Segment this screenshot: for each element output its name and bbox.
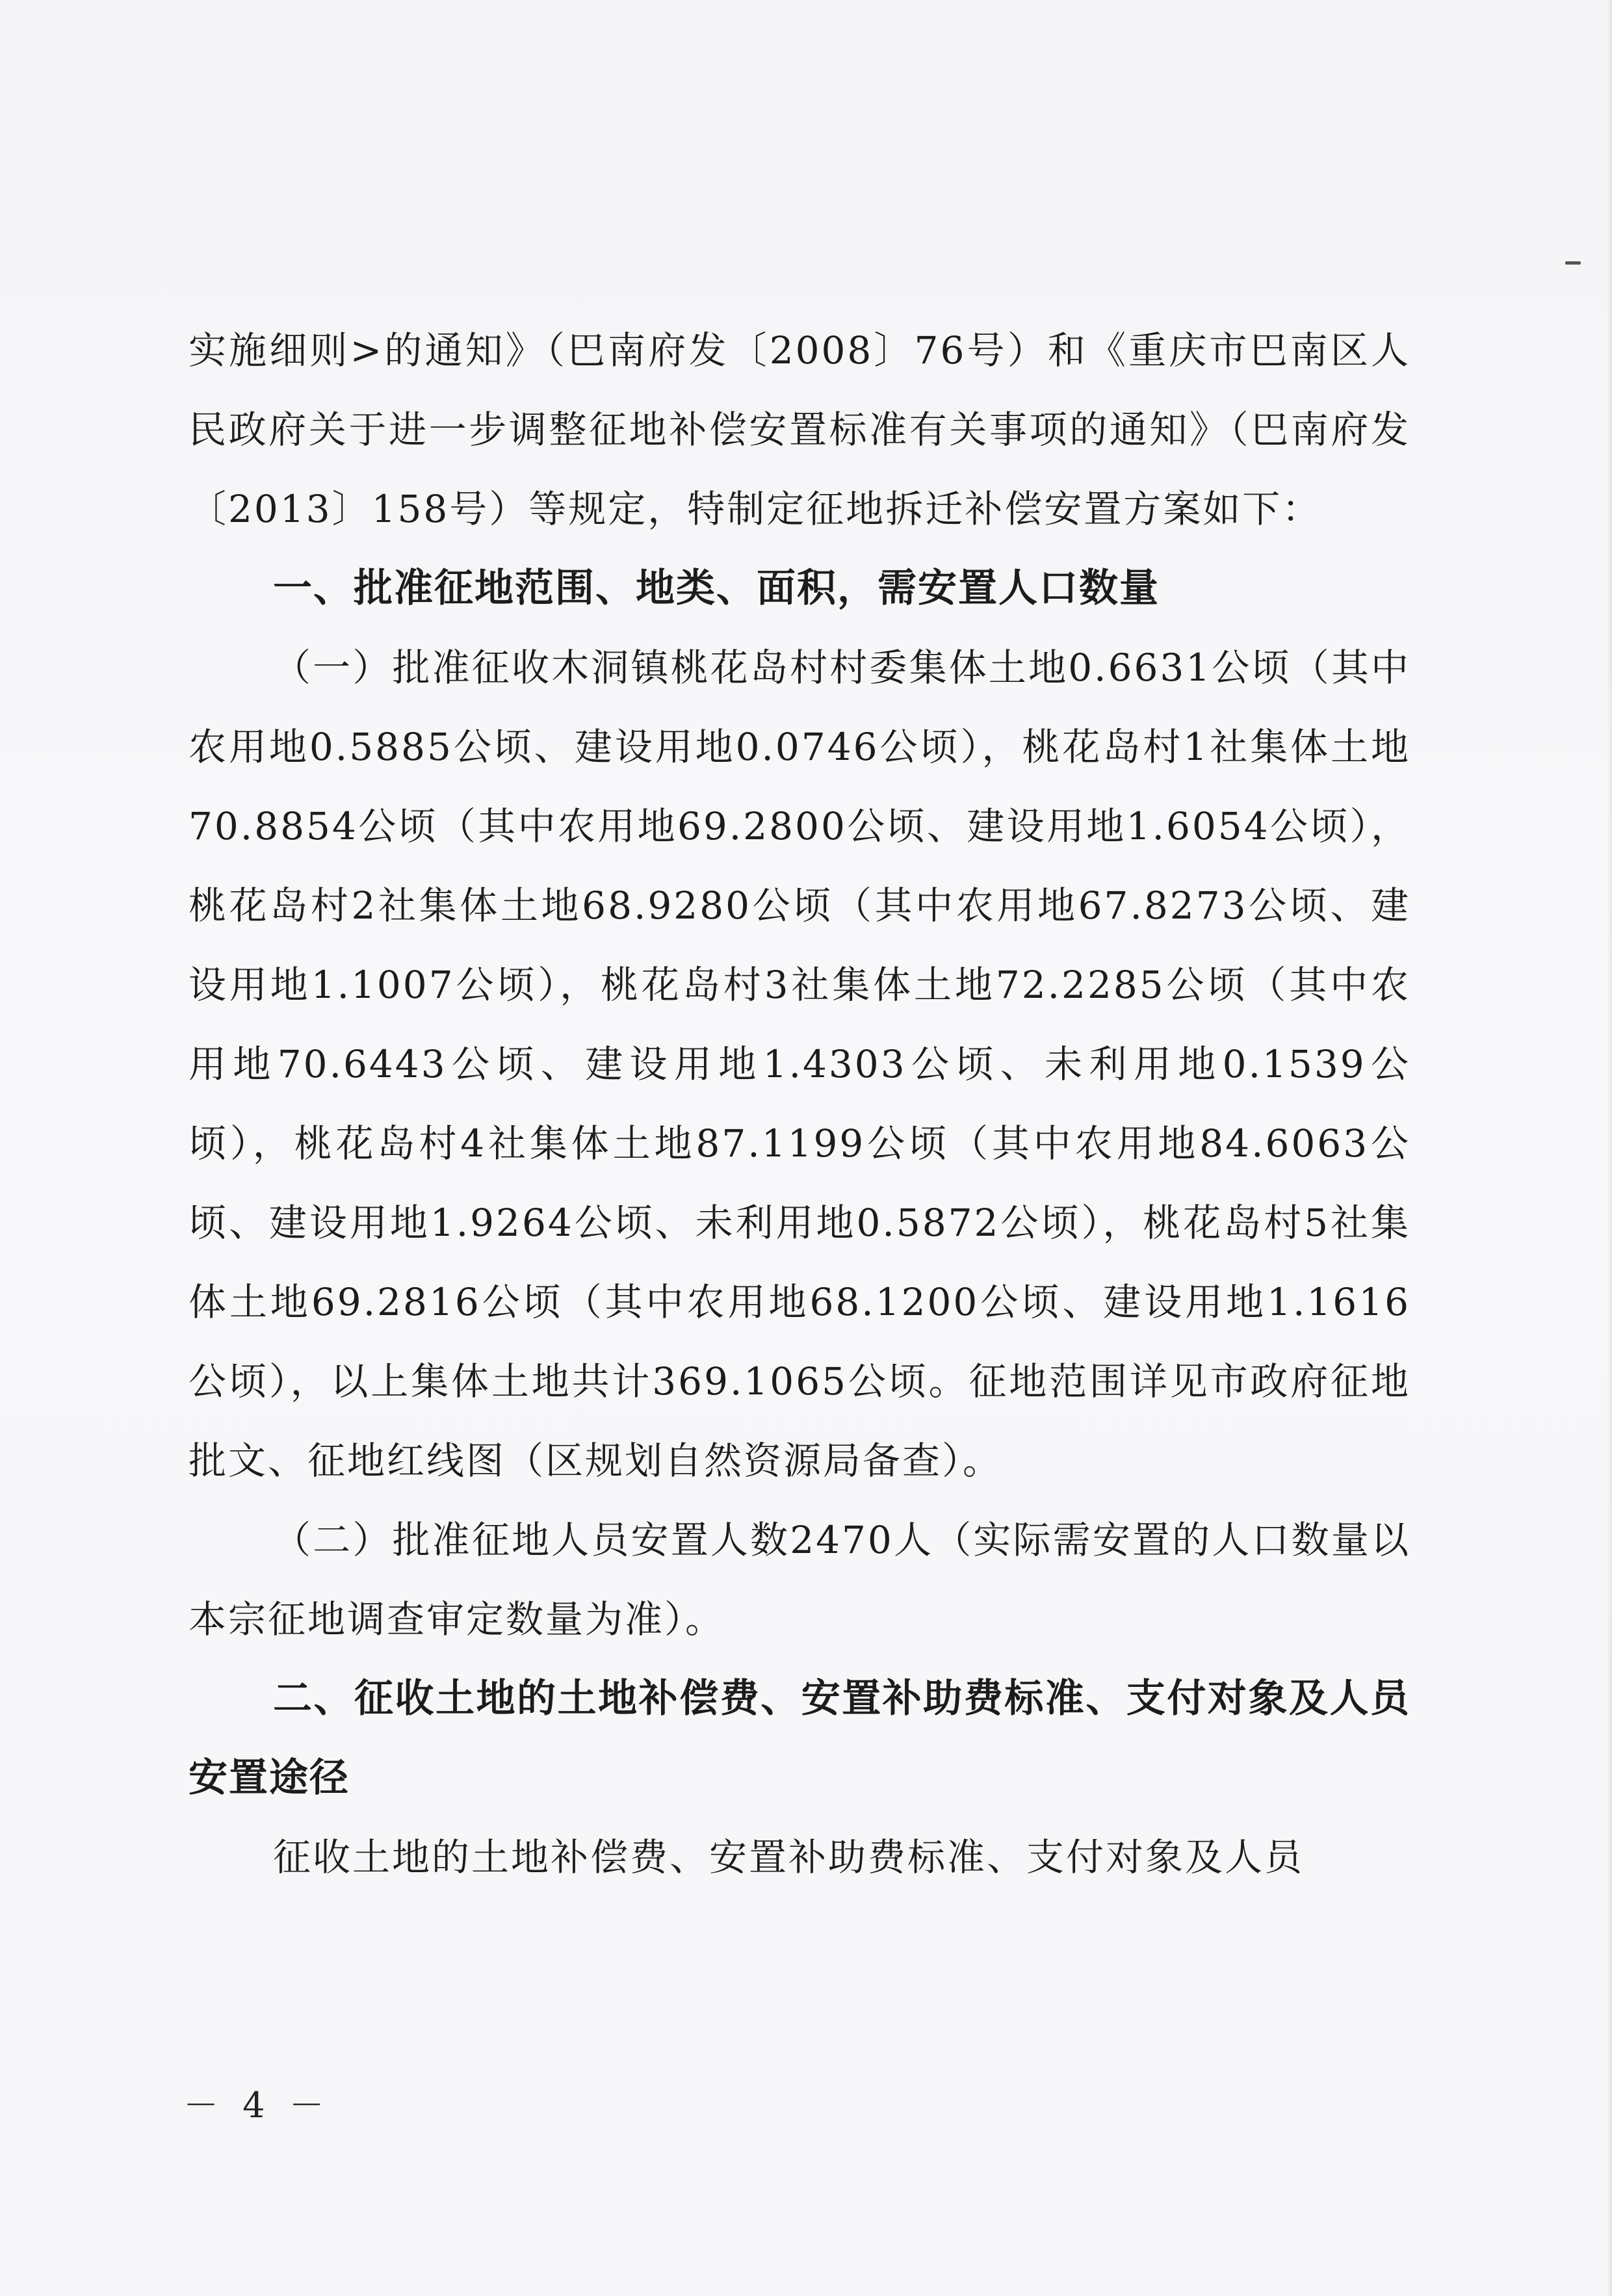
intro-paragraph: 实施细则>的通知》（巴南府发〔2008〕76号）和《重庆市巴南区人民政府关于进一步调整征地补偿安置标准有关事项的通知》（巴南府发〔2013〕158号）等规定，特制定征地拆迁补偿安置方案如下：	[188, 328, 1410, 531]
section-1-heading: 一、批准征地范围、地类、面积，需安置人口数量	[273, 566, 1160, 611]
scan-artifact	[1565, 261, 1581, 265]
page-number: － 4 －	[183, 2085, 331, 2126]
section-2-heading: 二、征收土地的土地补偿费、安置补助费标准、支付对象及人员安置途径	[188, 1676, 1410, 1801]
section-2-body: 征收土地的土地补偿费、安置补助费标准、支付对象及人员	[273, 1835, 1305, 1879]
section-1-item-1: （一）批准征收木洞镇桃花岛村村委集体土地0.6631公顷（其中农用地0.5885公顷、建设用地0.0746公顷），桃花岛村1社集体土地70.8854公顷（其中农用地69.2800公顷、建设用地1.6054公顷），桃花岛村2社集体土地68.9280公顷（其中农用地67.8273公顷、建设用地1.1007公顷），桃花岛村3社集体土地72.2285公顷（其中农用地70.6443公顷、建设用地1.4303公顷、未利用地0.1539公顷），桃花岛村4社集体土地87.1199公顷（其中农用地84.6063公顷、建设用地1.9264公顷、未利用地0.5872公顷），桃花岛村5社集体土地69.2816公顷（其中农用地68.1200公顷、建设用地1.1616公顷），以上集体土地共计369.1065公顷。征地范围详见市政府征地批文、征地红线图（区规划自然资源局备查）。	[188, 646, 1410, 1483]
page-edge-shadow	[1607, 0, 1612, 2296]
section-1-item-2: （二）批准征地人员安置人数2470人（实际需安置的人口数量以本宗征地调查审定数量为准）。	[188, 1518, 1410, 1641]
document-body	[188, 311, 1410, 1897]
